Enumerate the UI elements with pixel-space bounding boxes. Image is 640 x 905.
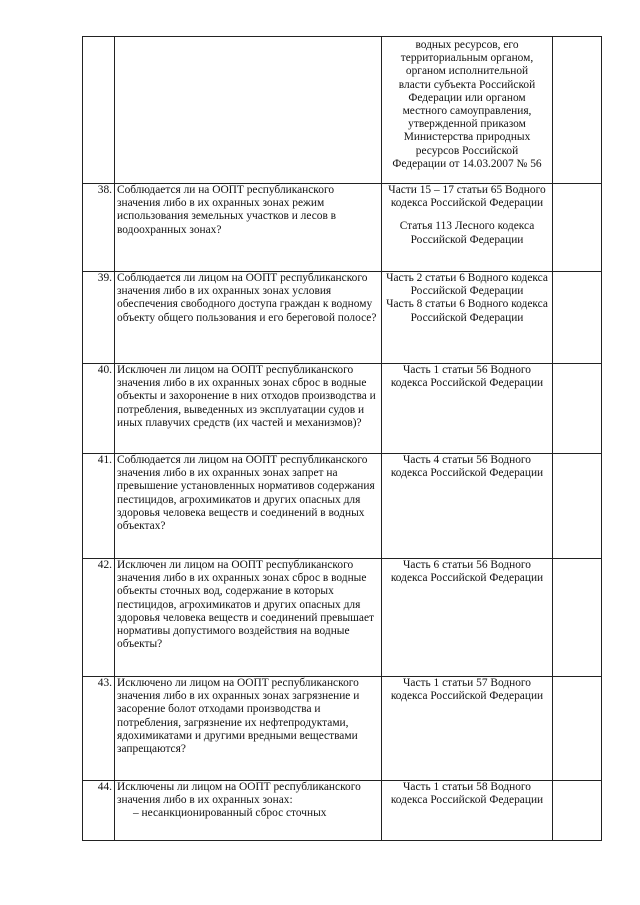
legal-basis-cell [382,272,553,364]
legal-basis-text [384,37,550,171]
legal-basis-text: Часть 1 статьи 58 Водного кодекса Российской Федерации [382,781,553,841]
legal-basis-text: Часть 8 статьи 6 Водного кодекса Российской Федерации [386,298,548,324]
question-text: Исключены ли лицом на ООПТ республиканского значения либо в их охранных зонах: [117,781,361,807]
table-row-continuation [83,37,602,184]
question-text: Исключен ли лицом на ООПТ республиканского значения либо в их охранных зонах сброс в водные объекты и захоронение в них отходов производства и потребления, выведенных из эксплуатации судов и иных плавучих средств (их частей и механизмов)? [115,364,382,454]
legal-basis-cell [382,184,553,272]
row-number: 41. [83,454,115,559]
result-cell [553,272,602,364]
legal-basis-text: Часть 2 статьи 6 Водного кодекса Российской Федерации [386,272,548,298]
legal-basis-line: местного самоуправления, [402,105,532,118]
question-text: Соблюдается ли лицом на ООПТ республиканского значения либо в их охранных зонах запрет на превышение установленных нормативов содержания пестицидов, агрохимикатов и других опасных для здоровья человека веществ и соединений в водных объектах? [115,454,382,559]
result-cell [553,364,602,454]
question-text: Соблюдается ли лицом на ООПТ республиканского значения либо в их охранных зонах условия обеспечения свободного доступа граждан к водному объекту общего пользования и его береговой полосе? [115,272,382,364]
question-cell [115,781,382,841]
legal-basis-text: Часть 4 статьи 56 Водного кодекса Российской Федерации [382,454,553,559]
table-row-38 [83,184,602,272]
row-number: 42. [83,559,115,677]
legal-basis-cell [382,37,553,184]
question-text: Исключен ли лицом на ООПТ республиканского значения либо в их охранных зонах сброс в водные объекты сточных вод, содержание в которых пестицидов, агрохимикатов и других опасных для здоровья человека веществ и соединений превышает нормативы допустимого воздействия на водные объекты? [115,559,382,677]
bullet-item: – несанкционированный сброс сточных [133,807,327,820]
result-cell [553,677,602,781]
legal-basis-line: власти субъекта Российской [398,78,536,91]
question-text: Соблюдается ли на ООПТ республиканского значения либо в их охранных зонах режим использования земельных участков и лесов в водоохранных зонах? [115,184,382,272]
legal-basis-line: территориальным органом, [400,52,534,65]
table-row-43 [83,677,602,781]
table-row-39 [83,272,602,364]
legal-basis-text: Часть 1 статьи 56 Водного кодекса Российской Федерации [382,364,553,454]
result-cell [553,781,602,841]
row-number: 40. [83,364,115,454]
legal-basis-line: Федерации от 14.03.2007 № 56 [392,157,542,170]
table-row-42 [83,559,602,677]
legal-basis-line: водных ресурсов, его [415,39,519,51]
legal-basis-text: Статья 113 Лесного кодекса Российской Федерации [399,220,535,246]
row-number: 38. [83,184,115,272]
table-row-44 [83,781,602,841]
legal-basis-text: Часть 6 статьи 56 Водного кодекса Российской Федерации [382,559,553,677]
row-number: 39. [83,272,115,364]
legal-basis-text: Части 15 – 17 статьи 65 Водного кодекса Российской Федерации [388,184,546,210]
checklist-table [82,36,602,841]
result-cell [553,184,602,272]
table-row-40 [83,364,602,454]
question-cell [115,37,382,184]
question-text: Исключено ли лицом на ООПТ республиканского значения либо в их охранных зонах загрязнение и засорение болот отходами производства и потребления, загрязнение их нефтепродуктами, ядохимикатами и другими вредными веществами запрещаются? [115,677,382,781]
legal-basis-line: утвержденной приказом [408,118,526,131]
legal-basis-line: органом исполнительной [405,65,529,78]
legal-basis-line: ресурсов Российской [415,144,519,157]
legal-basis-text: Часть 1 статьи 57 Водного кодекса Российской Федерации [382,677,553,781]
result-cell [553,454,602,559]
row-number: 44. [83,781,115,841]
row-number: 43. [83,677,115,781]
table-row-41 [83,454,602,559]
result-cell [553,559,602,677]
row-number-cell [83,37,115,184]
legal-basis-line: Федерации или органом [408,91,526,104]
legal-basis-line: Министерства природных [403,131,531,144]
result-cell [553,37,602,184]
